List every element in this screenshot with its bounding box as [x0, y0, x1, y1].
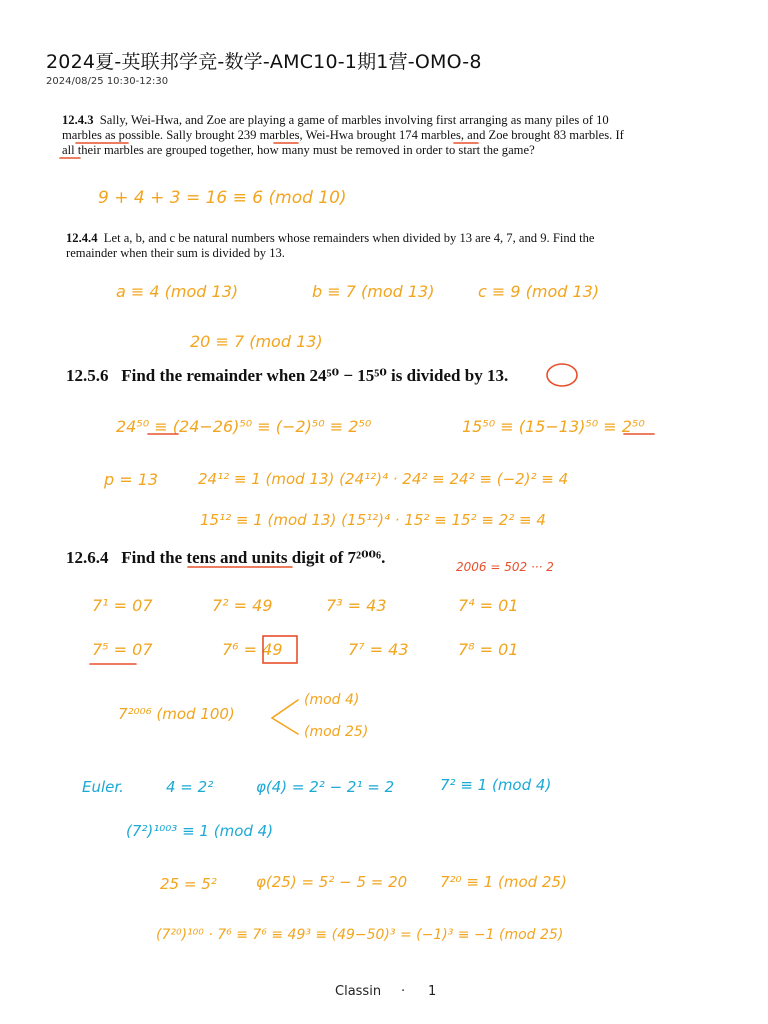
note-euler-3b: φ(25) = 5² − 5 = 20 — [256, 873, 408, 891]
problem-text: Let a, b, and c be natural numbers whose remainders when divided by 13 are 4, 7, and 9. Find the remainder when their sum is divided by 13. — [66, 231, 595, 260]
note-p3-line1b: 15⁵⁰ ≡ (15−13)⁵⁰ ≡ 2⁵⁰ — [462, 417, 645, 436]
session-date: 2024/08/25 10:30-12:30 — [46, 76, 169, 87]
note-p2-sum: 20 ≡ 7 (mod 13) — [190, 332, 323, 351]
note-p4-r1-3: 7³ = 43 — [326, 596, 387, 615]
note-euler-a: 4 = 2² — [166, 778, 214, 796]
note-p4-r2-3: 7⁷ = 43 — [348, 640, 409, 659]
note-p4-r2-2: 7⁶ = 49 — [222, 640, 283, 659]
circle-13 — [547, 364, 577, 386]
note-p3-line2: 24¹² ≡ 1 (mod 13) (24¹²)⁴ · 24² ≡ 24² ≡ (−2)² ≡ 4 — [198, 470, 569, 488]
footer-separator: · — [401, 984, 406, 999]
note-p4-r1-4: 7⁴ = 01 — [458, 596, 519, 615]
footer-page-number: 1 — [428, 984, 437, 999]
note-p3-p: p = 13 — [104, 470, 159, 489]
note-p3-line1a: 24⁵⁰ ≡ (24−26)⁵⁰ ≡ (−2)⁵⁰ ≡ 2⁵⁰ — [116, 417, 372, 436]
note-p2-b: b ≡ 7 (mod 13) — [312, 282, 435, 301]
note-euler-2: (7²)¹⁰⁰³ ≡ 1 (mod 4) — [126, 822, 274, 840]
problem-text: Sally, Wei-Hwa, and Zoe are playing a game of marbles involving first arranging as many piles of 10 marbles as possible. Sally brought 239 marbles, Wei-Hwa brought 174 marbles, and Zoe brought 83 marbles. If all their marbles are grouped together, how many must be removed in order to start the game? — [62, 113, 624, 157]
problem-number: 12.4.4 — [66, 231, 98, 245]
note-p4-mod25: (mod 25) — [304, 724, 369, 740]
page-title: 2024夏-英联邦学竞-数学-AMC10-1期1营-OMO-8 — [46, 51, 482, 73]
footer-app-name: Classin — [335, 984, 382, 999]
note-euler-label: Euler. — [82, 778, 124, 796]
note-p4-r1-1: 7¹ = 07 — [92, 596, 153, 615]
problem-text: Find the remainder when 24⁵⁰ − 15⁵⁰ is divided by 13. — [121, 366, 509, 385]
problem-number: 12.5.6 — [66, 366, 109, 385]
note-p4-r2-1: 7⁵ = 07 — [92, 640, 153, 659]
box-49 — [263, 636, 297, 663]
note-p2-c: c ≡ 9 (mod 13) — [478, 282, 600, 301]
problem-text: Find the tens and units digit of 7²⁰⁰⁶. — [121, 548, 386, 567]
note-euler-b: φ(4) = 2² − 2¹ = 2 — [256, 778, 395, 796]
note-p4-r1-2: 7² = 49 — [212, 596, 273, 615]
problem-number: 12.4.3 — [62, 113, 94, 127]
note-p2-a: a ≡ 4 (mod 13) — [116, 282, 239, 301]
note-euler-4: (7²⁰)¹⁰⁰ · 7⁶ ≡ 7⁶ ≡ 49³ ≡ (49−50)³ = (−1)³ ≡ −1 (mod 25) — [156, 927, 564, 943]
note-euler-3a: 25 = 5² — [160, 875, 217, 893]
note-p4-side: 2006 = 502 ··· 2 — [456, 560, 554, 574]
mod-bracket — [272, 700, 298, 734]
note-euler-3c: 7²⁰ ≡ 1 (mod 25) — [440, 873, 567, 891]
note-p4-mod: 7²⁰⁰⁶ (mod 100) — [118, 705, 235, 723]
note-p3-line3: 15¹² ≡ 1 (mod 13) (15¹²)⁴ · 15² ≡ 15² ≡ 2² ≡ 4 — [200, 511, 546, 529]
note-p4-mod4: (mod 4) — [304, 692, 360, 708]
problem-number: 12.6.4 — [66, 548, 109, 567]
note-p4-r2-4: 7⁸ = 01 — [458, 640, 519, 659]
note-euler-c: 7² ≡ 1 (mod 4) — [440, 776, 552, 794]
note-p1-work: 9 + 4 + 3 = 16 ≡ 6 (mod 10) — [98, 188, 347, 208]
